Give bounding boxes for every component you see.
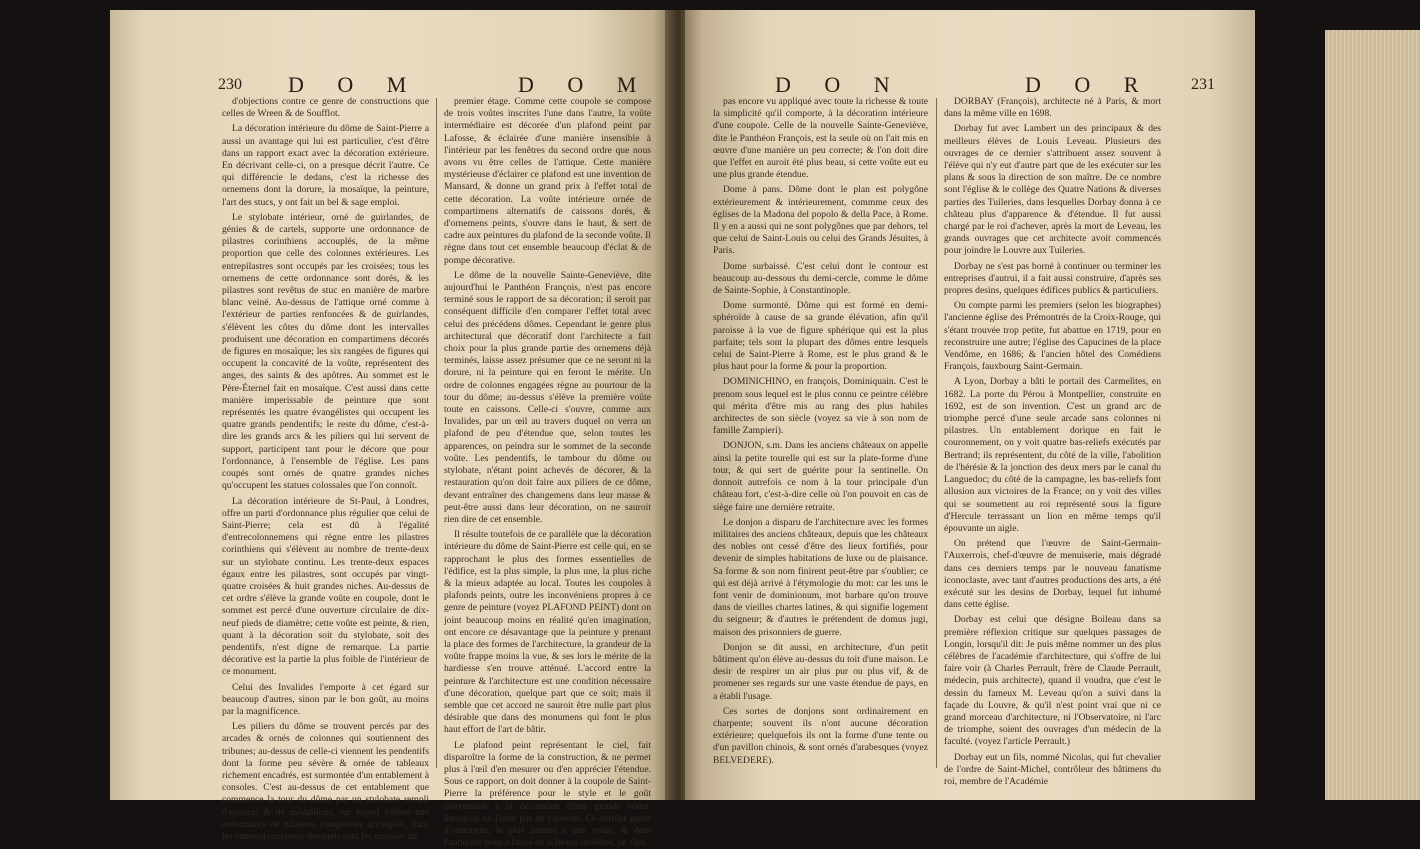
paragraph: Ces sortes de donjons sont ordinairement en charpente; souvent ils n'ont aucune décoration extérieure; quelquefois ils ont la forme d'une tente ou d'un pavillon chinois, & sont ornés d'arabesques (voyez BELVEDERE). bbox=[713, 705, 928, 766]
running-head-left-col2: D O M bbox=[518, 72, 651, 97]
paragraph: Le stylobate intérieur, orné de guirlandes, de génies & de cartels, supporte une ordonnance de pilastres corinthiens accouplés, de la même proportion que celle des colonnes extérieures. Les entrepilastres sont occupés par les croisées; tous les ornemens de cette ordonnance sont dorés, & les pilastres sont revêtus de stuc en manière de marbre blanc veiné. Au-dessus de l'attique orné comme à l'extérieur de parties renfoncées & de guirlandes, s'élèvent les côtes du dôme dont les intervalles produisent une décoration en compartimens décorés de figures en mosaïque; les six rangées de figures qui occupent la concavité de la voûte, représentent des anges, des saints & des apôtres. Au sommet est le Père-Éternel fait en mosaïque. C'est aussi dans cette manière imperissable de peinture que sont représentés les quatre évangélistes qui occupent les quatre grands pendentifs; le reste du dôme, c'est-à-dire les grands arcs & les piliers qui lui servent de support, participent tant pour le décore que pour l'ordonnance, à l'ensemble de l'église. Les pans coupés sont ornés de quatre grandes niches qu'occupent les statues colossales que l'on connoît. bbox=[222, 211, 429, 492]
page-edges-right bbox=[1325, 30, 1420, 800]
left-page bbox=[110, 10, 670, 849]
open-book bbox=[110, 10, 1255, 849]
page-number-left: 230 bbox=[218, 76, 242, 93]
paragraph: Il résulte toutefois de ce parallèle que la décoration intérieure du dôme de Saint-Pierre est celle qui, en se rapprochant le plus des formes essentielles de l'édifice, est la plus simple, la plus une, la plus riche & la mieux adaptée au local. Toutes les coupoles à plafonds peints, outre les inconvéniens propres à ce genre de peinture (voyez PLAFOND PEINT) dont on joint beaucoup moins en réalité qu'en imagination, ont encore ce désavantage que la peinture y prenant la place des formes de l'architecture, la grandeur de la voûte frappe moins la vue, & ses lors le mérite de la hardiesse s'en trouve atténué. L'accord entre la peinture & l'architecture est une condition nécessaire d'une décoration, quelque part que ce soit; mais il semble que cet accord ne sauroit être nulle part plus désirable que dans des monumens qui font le plus haut effort de l'art de bâtir. bbox=[444, 529, 651, 736]
paragraph: premier étage. Comme cette coupole se compose de trois voûtes inscrites l'une dans l'autre, la voûte intermédiaire est décorée d'un plafond peint par Lafosse, & éclairée d'une manière insensible à l'intérieur par les fenêtres du second ordre que nous avons vu être celles de l'attique. Cette manière mystérieuse d'éclairer ce plafond est une invention de Mansard, & donne un grand prix à l'effet total de cette décoration. La voûte intérieure ornée de compartimens alternatifs de caissons dorés, & d'ornemens peints, s'ouvre dans le haut, & sert de cadre aux peintures du plafond de la seconde voûte. Il règne dans tout cet ensemble beaucoup d'éclat & de pompe décorative. bbox=[444, 96, 651, 266]
right-page bbox=[685, 10, 1255, 800]
right-page-column-1 bbox=[713, 96, 928, 776]
column-rule bbox=[936, 98, 937, 768]
paragraph: Le plafond peint représentant le ciel, fait disparoître la forme de la construction, & ne permet plus à l'œil d'en mesurer ou d'en apprécier l'étendue. Sous ce rapport, on doit donner à la coupole de Saint-Pierre la préférence pour le style et le goût convenable à la décoration d'une grande voûte, lorsqu'on ne l'orne pas de caissons. Ce dernier genre d'ornemens, le plus naturel à une voûte, & dont l'antiquité nous a laissé de si beaux modèles, ne s'est bbox=[444, 739, 651, 849]
left-page-column-2 bbox=[444, 96, 651, 849]
paragraph: Dorbay eut un fils, nommé Nicolas, qui fut chevalier de l'ordre de Saint-Michel, contrôleur des bâtimens du roi, membre de l'Académie bbox=[944, 751, 1161, 787]
column-rule bbox=[436, 98, 437, 768]
paragraph: DONJON, s.m. Dans les anciens châteaux on appelle ainsi la petite tourelle qui est sur la plate-forme d'une tour, & qui sert de guérite pour la sentinelle. On donnoit autrefois ce nom à la tour principale d'un château fort, c'est-à-dire celle où l'on pouvoit en cas de siège faire une dernière retraite. bbox=[713, 440, 928, 513]
paragraph: On prétend que l'œuvre de Saint-Germain-l'Auxerrois, chef-d'œuvre de menuiserie, mais dégradé dans ces derniers temps par le nouveau fanatisme iconoclaste, avec tant d'autres productions des arts, a été exécuté sur les desins de Dorbay, lequel fut inhumé dans cette église. bbox=[944, 538, 1161, 611]
paragraph: Les piliers du dôme se trouvent percés par des arcades & ornés de colonnes qui soutiennent des tribunes; au-dessus de celle-ci viennent les pendentifs dont la forme peu sévère & ornée de tableaux richement encadrés, est surmontée d'un entablement à consoles. C'est au-dessus de cet entablement que commence la tour du dôme par un stylobate rempli d'entrelas & de médaillons, sur lequel s'élève une ordonnance de pilastres composites accouplés, dans les entrecolonnemens desquels sont les croisées du bbox=[222, 721, 429, 842]
paragraph: pas encore vu appliqué avec toute la richesse & toute la simplicité qu'il comporte, à la décoration intérieure d'une coupole. Celle de la nouvelle Sainte-Geneviève, dite le Panthéon François, est la seule où on l'ait mis en œuvre d'une manière un peu correcte; & l'on doit dire que l'effet en auroit été plus beau, si cette voûte eut eu une plus grande étendue. bbox=[713, 96, 928, 181]
paragraph: Le dôme de la nouvelle Sainte-Geneviève, dite aujourd'hui le Panthéon François, n'est pas encore terminé sous le rapport de sa décoration; il seroit par conséquent difficile d'en comparer l'effet total avec celui des précédens dômes. Cependant le genre plus architectural que décoratif dont l'architecte a fait choix pour la plus grande partie des ornemens déjà terminés, laisse assez présumer que ce ne seront ni la dorure, ni la peinture qui en feront le mérite. Un ordre de colonnes engagées règne au pourtour de la tour du dôme; au-dessus s'élève la première voûte toute en caissons. Celle-ci s'ouvre, comme aux Invalides, par un œil au travers duquel on verra un plafond de peu d'étendue que, selon toutes les apparences, on peindra sur le sommet de la seconde voûte. Les pendentifs, le tambour du dôme ou stylobate, n'étant point achevés de décorer, & la restauration qu'on doit faire aux piliers de ce dôme, devant entraîner des changemens dans leur masse & peut-être aussi dans leur décoration, on ne sauroit rien dire de cet ensemble. bbox=[444, 269, 651, 525]
right-page-column-2 bbox=[944, 96, 1161, 787]
paragraph: Dorbay est celui que désigne Boileau dans sa première réflexion critique sur quelques passages de Longin, lorsqu'il dit: Je puis même nommer un des plus célèbres de l'académie d'architecture, qui s'offre de lui faire voir (à Charles Perrault, frère de Claude Perrault, médecin, puis architecte), quand il voudra, que c'est le dessin du fameux M. Leveau qu'on a suivi dans la façade du Louvre, & qu'il n'est point vrai que ni ce grand morceau d'architecture, ni l'Observatoire, ni l'arc de triomphe, soient des ouvrages d'un médecin de la faculté. (voyez l'article Perrault.) bbox=[944, 614, 1161, 748]
paragraph: Dome à pans. Dôme dont le plan est polygône extérieurement & intérieurement, commme ceux des églises de la Madona del popolo & della Pace, à Rome. Il y en a aussi qui ne sont polygônes que par dehors, tel que celui de Saint-Louis ou celui des Grands Jésuites, à Paris. bbox=[713, 184, 928, 257]
paragraph: Dome surbaissé. C'est celui dont le contour est beaucoup au-dessous du demi-cercle, comme le dôme de Sainte-Sophie, à Constantinople. bbox=[713, 260, 928, 297]
paragraph: La décoration intérieure du dôme de Saint-Pierre a aussi un avantage qui lui est particulier, c'est d'être dans un rapport exact avec la décoration extérieure. En décrivant celle-ci, on a presque décrit l'autre. Ce qui différencie le dedans, c'est la richesse des ornemens dont la dorure, la mosaïque, la peinture, l'art des stucs, y ont fait un bel & sage emploi. bbox=[222, 123, 429, 208]
paragraph: DORBAY (François), architecte né à Paris, & mort dans la même ville en 1698. bbox=[944, 96, 1161, 120]
paragraph: Dorbay fut avec Lambert un des principaux & des meilleurs élèves de Louis Leveau. Plusieurs des ouvrages de ce dernier s'attribuent assez souvent à l'élève qui n'y eut d'autre part que de les exécuter sur les plans & sous la direction de son maître. De ce nombre sont l'église & le collège des Quatre Nations & diverses parties des Tuileries, dans lesquelles Dorbay donna à ce château plus d'apparence & d'étendue. Il fut aussi chargé par le roi d'achever, après la mort de Leveau, les grands ouvrages que cet architecte avoit commencés pour joindre le Louvre aux Tuileries. bbox=[944, 123, 1161, 257]
paragraph: La décoration intérieure de St-Paul, à Londres, offre un parti d'ordonnance plus régulier que celui de Saint-Pierre; cela est dû à l'égalité d'entrecolonnemens qui règne entre les pilastres corinthiens qui s'élèvent au nombre de trente-deux sur un stylobate continu. Les trente-deux espaces égaux entre les pilastres, sont occupés par vingt-quatre croisées & huit grandes niches. Au-dessus de cet ordre s'élève la grande voûte en coupole, dont le sommet est percé d'une ouverture circulaire de dix-neuf pieds de diamètre; cette voûte est peinte, & rien, quant à la décoration soit du stylobate, soit des pendentifs, n'est digne de remarque. La partie décorative est la partie la plus foible de l'intérieur de ce monument. bbox=[222, 495, 429, 678]
paragraph: On compte parmi les premiers (selon les biographes) l'ancienne église des Prémontrés de la Croix-Rouge, qui s'étant trouvée trop petite, fut abattue en 1719, pour en reconstruire une autre; l'église des Capucines de la place Vendôme, en 1686; & l'ancien hôtel des Comédiens François, fauxbourg Saint-Germain. bbox=[944, 300, 1161, 373]
left-page-column-1 bbox=[222, 96, 429, 842]
page-number-right: 231 bbox=[1191, 76, 1215, 93]
running-head-right-col1: D O N bbox=[775, 72, 904, 97]
paragraph: Le donjon a disparu de l'architecture avec les formes militaires des anciens châteaux, depuis que les châteaux des nobles ont cessé d'être des lieux fortifiés, pour devenir de simples habitations de luxe ou de plaisance. Sa forme & son nom finirent peut-être par s'oublier; ce qui est déjà arrivé à l'étymologie du mot: car les uns le font venir de dominionum, mot barbare qu'on trouve dans de vieilles chartes latines, & qui signifie logement du seigneur; & d'autres le prétendent de domus jugi, maison des prisonniers de guerre. bbox=[713, 516, 928, 638]
running-head-right-col2: D O R bbox=[1025, 72, 1153, 97]
paragraph: Celui des Invalides l'emporte à cet égard sur beaucoup d'autres, sinon par le bon goût, au moins par la magnificence. bbox=[222, 681, 429, 717]
paragraph: Dorbay ne s'est pas borné à continuer ou terminer les entreprises d'autrui, il a fait aussi construire, d'après ses propres desins, quelques édifices publics & particuliers. bbox=[944, 260, 1161, 297]
paragraph: A Lyon, Dorbay a bâti le portail des Carmelites, en 1682. La porte du Pérou à Montpellier, construite en 1692, est de son invention. C'est un grand arc de triomphe percé d'une seule arcade sans colonnes ni pilastres. Un entablement dorique en fait le couronnement, on y voit quatre bas-reliefs exécutés par Bertrand; ils représentent, du côté de la ville, l'abolition de l'hérésie & la jonction des deux mers par le canal du Languedoc; du côté de la campagne, les bas-reliefs font allusion aux victoires de la France; on y voit des villes qui se soumettent au roi représenté sous la figure d'Hercule terrassant un lion en même temps qu'il épouvante un aigle. bbox=[944, 376, 1161, 534]
paragraph: Donjon se dit aussi, en architecture, d'un petit bâtiment qu'on élève au-dessus du toit d'une maison. Le desir de respirer un air plus pur ou plus vif, & de promener ses regards sur une vaste étendue de pays, en a établi l'usage. bbox=[713, 641, 928, 702]
running-head-left-col1: D O M bbox=[288, 72, 421, 97]
paragraph: DOMINICHINO, en françois, Dominiquain. C'est le prenom sous lequel est le plus connu ce peintre célèbre qui mérita d'être mis au rang des plus habiles architectes de son siècle (voyez sa vie à son nom de famille Zampieri). bbox=[713, 376, 928, 437]
paragraph: d'objections contre ce genre de constructions que celles de Wreen & de Soufflot. bbox=[222, 96, 429, 120]
paragraph: Dome surmonté. Dôme qui est formé en demi-sphéroïde à cause de sa grande élévation, afin qu'il paroisse à la vue de figure sphérique qui est la plus parfaite; tels sont la plupart des dômes entre lesquels celui de Saint-Pierre à Rome, est le plus grand & le plus haut pour la forme & pour la proportion. bbox=[713, 300, 928, 373]
